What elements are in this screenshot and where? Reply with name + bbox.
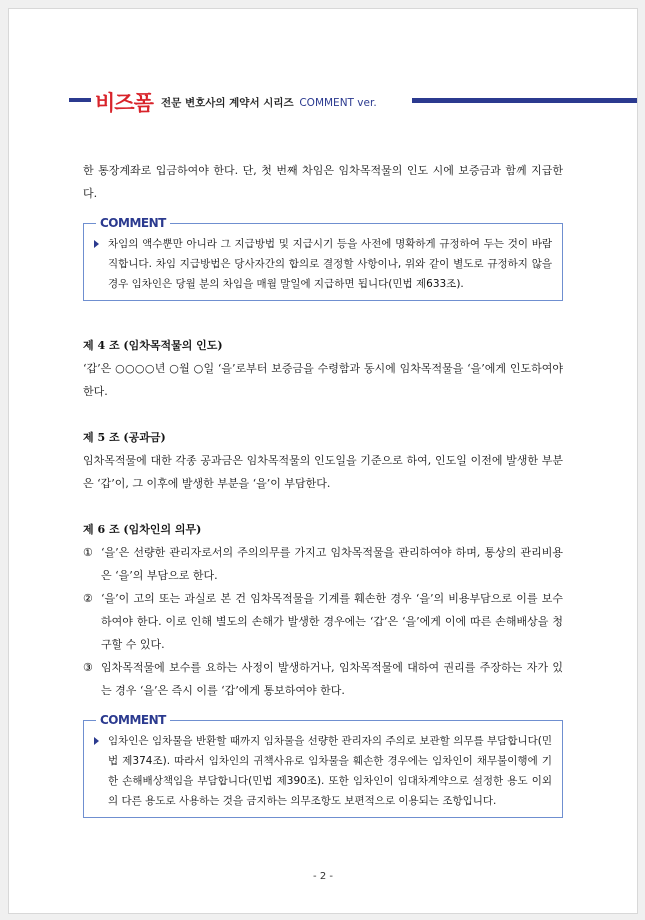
- header-rule-left: [69, 98, 91, 102]
- article-6-item: [83, 587, 563, 656]
- comment-content: [84, 224, 562, 300]
- item-number: ①: [83, 546, 93, 559]
- item-text: 임차목적물에 보수를 요하는 사정이 발생하거나, 임차목적물에 대하여 권리를 주장하는 자가 있는 경우 ‘을’은 즉시 이를 ‘갑’에게 통보하여야 한다.: [101, 661, 563, 697]
- item-number: ③: [83, 661, 93, 674]
- article-4-text: ‘갑’은 ○○○○년 ○월 ○일 ‘을’로부터 보증금을 수령함과 동시에 임차목적물을 ‘을’에게 인도하여야 한다.: [83, 362, 563, 398]
- document-page: [8, 8, 638, 914]
- document-body: [83, 159, 563, 818]
- comment-box-1: [83, 216, 563, 301]
- article-4-heading: 제 4 조 (임차목적물의 인도): [83, 339, 223, 352]
- article-6-item: [83, 541, 563, 587]
- item-text: ‘을’은 선량한 관리자로서의 주의의무를 가지고 임차목적물을 관리하여야 하며, 통상의 관리비용은 ‘을’의 부담으로 한다.: [101, 546, 563, 582]
- item-text: ‘을’이 고의 또는 과실로 본 건 임차목적물을 기계를 훼손한 경우 ‘을’의 비용부담으로 이를 보수하여야 한다. 이로 인해 별도의 손해가 발생한 경우에는 ‘갑’은 ‘을’에게 이에 따른 손해배상을 청구할 수 있다.: [101, 592, 563, 651]
- comment-text: 차임의 액수뿐만 아니라 그 지급방법 및 지급시기 등을 사전에 명확하게 규정하여 두는 것이 바람직합니다. 차임 지급방법은 당사자간의 합의로 결정할 사항이나, 위와 같이 별도로 규정하지 않을 경우 임차인은 당월 분의 차임을 매월 말일에 지급하면 됩니다(민법 제633조).: [108, 238, 552, 290]
- triangle-bullet-icon: [94, 240, 99, 248]
- article-5-heading: 제 5 조 (공과금): [83, 431, 166, 444]
- comment-box-2: [83, 713, 563, 818]
- page-number: - 2 -: [313, 871, 333, 882]
- article-5-text: 임차목적물에 대한 각종 공과금은 임차목적물의 인도일을 기준으로 하여, 인도일 이전에 발생한 부분은 ‘갑’이, 그 이후에 발생한 부분을 ‘을’이 부담한다.: [83, 454, 563, 490]
- comment-label: COMMENT: [96, 713, 170, 727]
- comment-content: [84, 721, 562, 817]
- brand-logo: 비즈폼: [95, 91, 153, 115]
- series-version: COMMENT ver.: [299, 97, 377, 109]
- article-6-item: [83, 656, 563, 702]
- page-header: [9, 87, 637, 113]
- article-6-heading: 제 6 조 (임차인의 의무): [83, 523, 202, 536]
- header-rule-right: [412, 98, 637, 103]
- comment-text: 임차인은 임차물을 반환할 때까지 임차물을 선량한 관리자의 주의로 보관할 의무를 부담합니다(민법 제374조). 따라서 임차인의 귀책사유로 임차물을 훼손한 경우에는 임차인이 채무불이행에 기한 손해배상책임을 부담합니다(민법 제390조). 또한 임차인이 임대차계약으로 설정한 용도 이외의 다른 용도로 사용하는 것을 금지하는 의무조항도 보편적으로 이용되는 조항입니다.: [108, 735, 552, 807]
- intro-paragraph: 한 통장계좌로 입금하여야 한다. 단, 첫 번째 차임은 임차목적물의 인도 시에 보증금과 함께 지급한다.: [83, 164, 563, 200]
- series-name: 전문 변호사의 계약서 시리즈: [161, 97, 294, 109]
- triangle-bullet-icon: [94, 737, 99, 745]
- series-title: [161, 95, 377, 110]
- item-number: ②: [83, 592, 93, 605]
- comment-label: COMMENT: [96, 216, 170, 230]
